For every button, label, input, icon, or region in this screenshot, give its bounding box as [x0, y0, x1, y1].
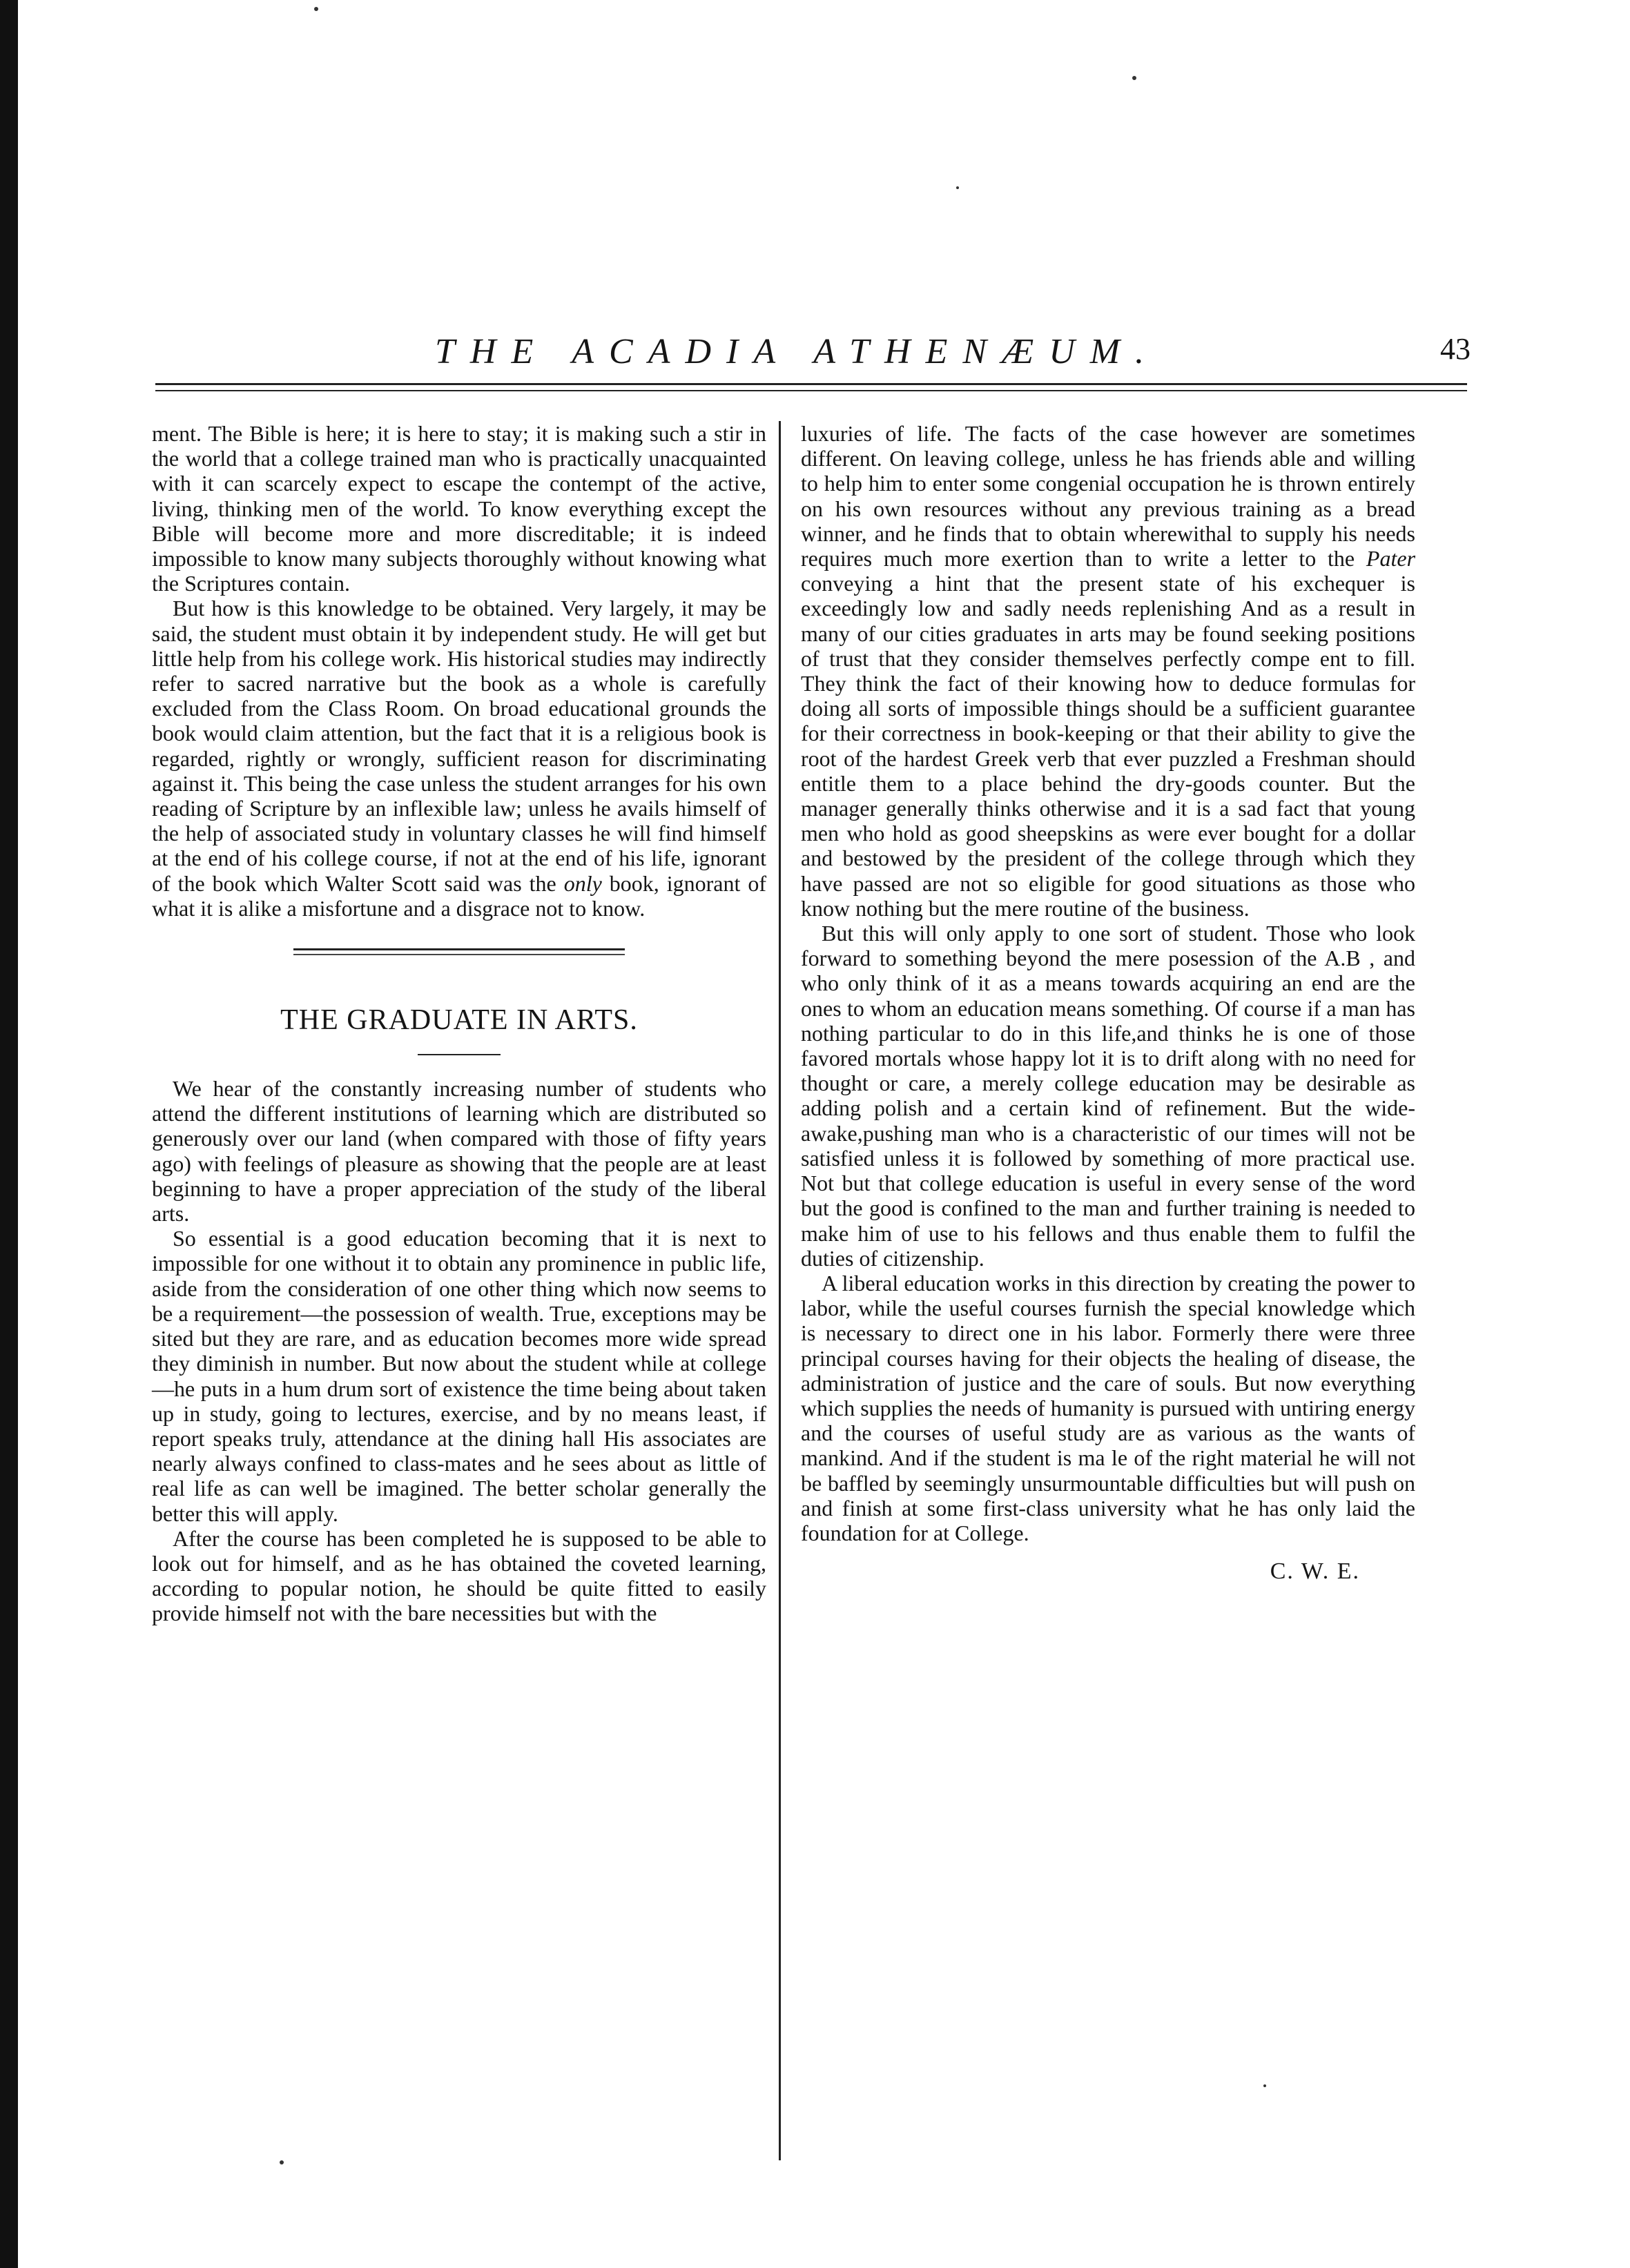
print-speck [956, 186, 959, 189]
header-rule [155, 390, 1467, 391]
paragraph: ment. The Bible is here; it is here to stay; it is making such a stir in the world that a college trained man who is practically unacquainted with it can scarcely expect to escape the contempt of the active, living, thinking men of the world. To know everything except the Bible will become more and more discreditable; it is indeed impossible to know many subjects thoroughly without knowing what the Scriptures contain. [152, 421, 766, 596]
article-title: THE GRADUATE IN ARTS. [280, 1004, 638, 1037]
page-number: 43 [1440, 332, 1471, 366]
page-header [152, 324, 1471, 373]
paragraph: A liberal education works in this direction by creating the power to labor, while the useful courses furnish the special knowledge which is necessary to direct one in his labor. Formerly there were three principal courses having for their objects the healing of disease, the administration of justice and the care of souls. But now everything which supplies the needs of humanity is pursued with untiring energy and the courses of useful study are as various as the wants of mankind. And if the student is ma le of the right material he will not be baffled by seemingly unsurmountable difficulties but will push on and finish at some first-class university what he has only laid the foundation for at College. [801, 1270, 1415, 1545]
header-rule [155, 383, 1467, 385]
column-divider [779, 421, 781, 2160]
section-separator [293, 948, 625, 950]
paragraph-text: But how is this knowledge to be obtained. Very largely, it may be said, the student must obtain it by independent study. He will get but little help from his college work. His historical studies may indirectly refer to sacred narrative but the book as a whole is carefully excluded from the Class Room. On broad educational grounds the book would claim attention, but the fact that it is a religious book is regarded, rightly or wrongly, sufficient reason for discriminating against it. This being the case unless the student arranges for his own reading of Scripture by an inflexible law; unless he avails himself of the help of associated study in voluntary classes he will find himself at the end of his college course, if not at the end of his life, ignorant of the book which Walter Scott said was the [152, 596, 766, 896]
page-binding-edge [0, 0, 18, 2268]
print-speck [280, 2160, 284, 2164]
title-rule [418, 1054, 501, 1055]
paragraph: We hear of the constantly increasing number of students who attend the different institutions of learning which are distributed so generously over our land (when compared with those of fifty years ago) with feelings of pleasure as showing that the people are at least beginning to have a proper appreciation of the study of the liberal arts. [152, 1076, 766, 1226]
print-speck [314, 7, 318, 11]
paragraph-text: luxuries of life. The facts of the case however are sometimes different. On leaving college, unless he has friends able and willing to help him to enter some congenial occupation he is thrown entirely on his own resources without any previous training as a bread winner, and he finds that to obtain wherewithal to supply his needs requires much more exertion than to write a letter to the [801, 421, 1415, 571]
author-signature: C. W. E. [1270, 1558, 1360, 1585]
right-column [801, 421, 1415, 1584]
emphasis-text: Pater [1366, 546, 1416, 571]
paragraph [801, 421, 1415, 921]
print-speck [1132, 76, 1136, 80]
left-column [152, 421, 766, 1626]
journal-title: THE ACADIA ATHENÆUM. [435, 332, 1160, 371]
paragraph: After the course has been completed he is supposed to be able to look out for himself, and as he has obtained the coveted learning, according to popular notion, he should be quite fitted to easily provide himself not with the bare necessities but with the [152, 1525, 766, 1626]
section-separator [293, 954, 625, 955]
print-speck [1263, 2084, 1266, 2087]
paragraph-text: conveying a hint that the present state of his exchequer is exceedingly low and sadly needs replenishing And as a result in many of our cities graduates in arts may be found seeking positions of trust that they consider themselves perfectly compe ent to fill. They think the fact of their knowing how to deduce formulas for doing all sorts of impossible things should be a sufficient guarantee for their correctness in book-keeping or that their ability to give the root of the hardest Greek verb that ever puzzled a Freshman should entitle them to a place behind the dry-goods counter. But the manager generally thinks otherwise and it is a sad fact that young men who hold as good sheepskins as were ever bought for a dollar and bestowed by the president of the college through which they have passed are not so eligible for good situations as those who know nothing but the mere routine of the business. [801, 571, 1415, 921]
paragraph [152, 596, 766, 921]
paragraph: So essential is a good education becoming that it is next to impossible for one without it to obtain any prominence in public life, aside from the consideration of one other thing which now seems to be a requirement—the possession of wealth. True, exceptions may be sited but they are rare, and as education becomes more wide spread they diminish in number. But now about the student while at college—he puts in a hum drum sort of existence the time being about taken up in study, going to lectures, exercise, and by no means least, if report speaks truly, attendance at the dining hall His associates are nearly always confined to class-mates and he sees about as little of real life as can well be imagined. The better scholar generally the better this will apply. [152, 1226, 766, 1526]
paragraph-text: book, ignorant of what it is alike a misfortune and a disgrace not to know. [152, 870, 767, 921]
paragraph: But this will only apply to one sort of student. Those who look forward to something beyond the mere posession of the A.B , and who only think of it as a means towards acquiring an end are the ones to whom an education means something. Of course if a man has nothing particular to do in this life,and thinks he is one of those favored mortals whose happy lot it is to drift along with no need for thought or care, a merely college education may be desirable as adding polish and a certain kind of refinement. But the wide-awake,pushing man who is a characteristic of our times will not be satisfied unless it is followed by something of more practical use. Not but that college education is useful in every sense of the word but the good is confined to the man and further training is needed to make him of use to his fellows and thus enable them to fulfil the duties of citizenship. [801, 921, 1415, 1271]
emphasis-text: only [563, 870, 602, 896]
